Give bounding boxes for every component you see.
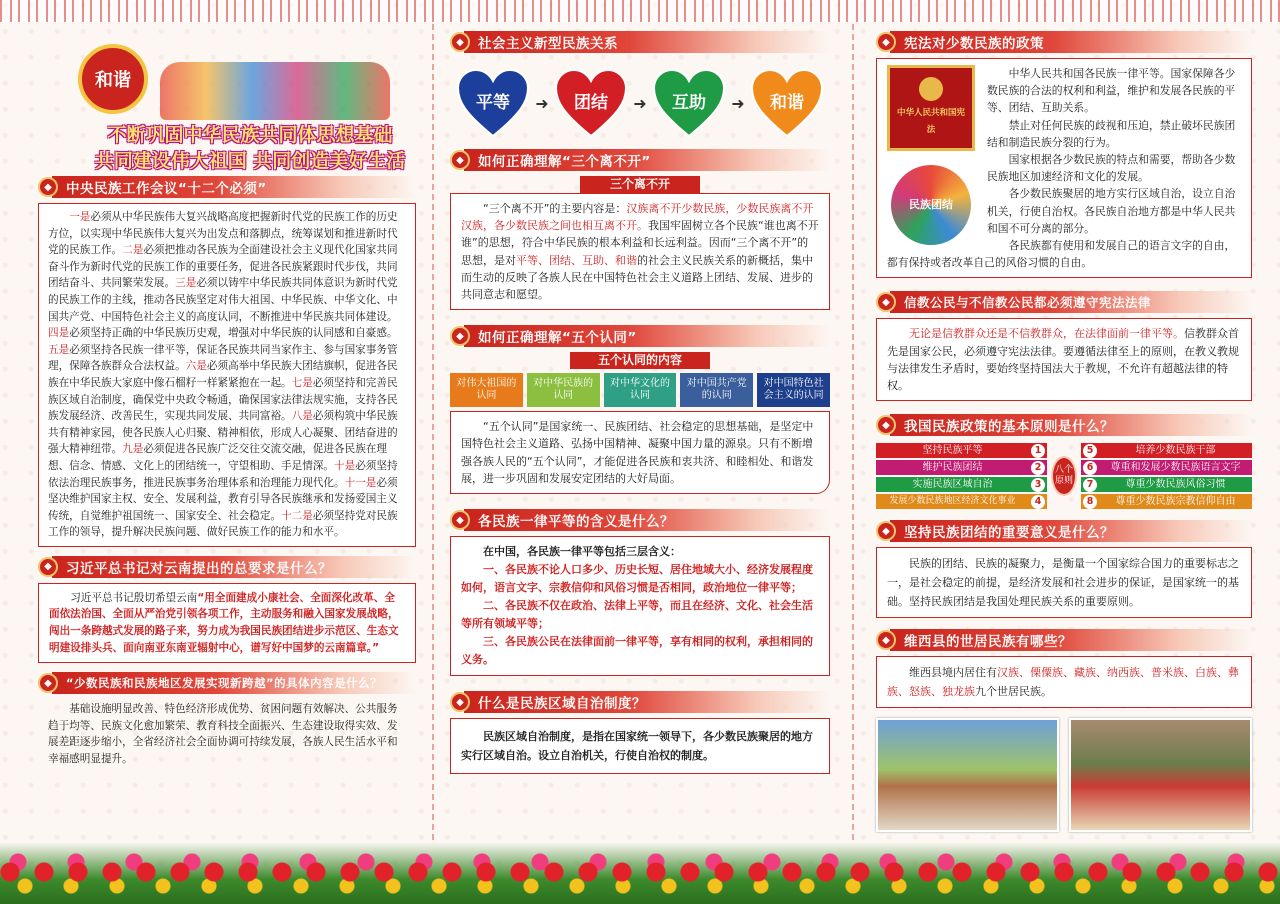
principle-number: 6 [1083,461,1097,475]
constitution-paragraph: 各民族都有使用和发展自己的语言文字的自由，都有保持或者改革自己的风俗习惯的自由。 [887,239,1236,270]
must-number: 八是 [291,410,313,423]
text-body: 民族的团结、民族的凝聚力，是衡量一个国家综合国力的重要标志之一，是社会稳定的前提，是经济发展和社会进步的保证，是国家统一的基础。坚持民族团结是我国处理民族关系的重要原则。 [887,557,1239,609]
principle-number: 4 [1031,495,1045,509]
principle-text: 尊重少数民族宗教信仰自由 [1115,496,1236,508]
ethnic-people-illustration [160,62,390,120]
must-number: 六是 [185,360,207,373]
section-header [38,671,416,695]
section-header [38,555,416,579]
heart-2 [554,68,628,138]
heart-1 [456,68,530,138]
must-text: 必须从中华民族伟大复兴战略高度把握新时代党的民族工作的历史方位，以实现中华民族伟大复兴为出发点和落脚点，统筹谋划和推进新时代党的民族工作。 [48,211,398,257]
hero-banner [38,24,416,172]
must-text: 必须坚持和完善民族区域自治制度，确保党中央政令畅通，确保国家法律法规实施，支持各民族发展经济、改善民生，实现共同发展、共同富裕。 [48,376,398,423]
must-number: 三是 [175,277,197,290]
identity-tile: 对中国共产党的认同 [680,373,753,407]
text-lead: 在中国，各民族一律平等包括三层含义： [483,545,681,559]
heart-label: 团结 [574,92,608,113]
national-emblem-icon [919,77,943,101]
column-divider [852,24,854,844]
text-body: 信教群众首先是国家公民，必须遵守宪法法律。要遵循法律至上的原则，在教义教规与法律发生矛盾时，要始终坚持国法大于教规，不允许有超越法律的特权。 [887,327,1239,393]
heart-label: 互助 [672,92,706,113]
principle-text: 培养少数民族干部 [1135,445,1216,457]
must-number: 十二是 [281,509,313,522]
section-bullet-icon: ◆ [450,326,470,346]
constitution-book-icon [887,65,975,151]
section-bullet-icon: ◆ [450,32,470,52]
identity-tile: 对中华民族的认同 [527,373,600,407]
section-bullet-icon: ◆ [450,692,470,712]
section-header [876,628,1252,652]
column-right [876,24,1252,832]
section-header [876,413,1252,437]
new-leap-content [38,695,416,773]
logo-text: 和谐 [95,70,131,91]
section-title: 我国民族政策的基本原则是什么？ [890,414,1252,436]
heart-relations-row [456,68,824,138]
section-bullet-icon: ◆ [876,521,896,541]
ethnic-dance-photo [876,718,1059,832]
column-middle [450,24,830,774]
principle-text: 发展少数民族地区经济文化事业 [889,496,1016,507]
principle-number: 2 [1031,461,1045,475]
principle-text: 实施民族区域自治 [912,479,993,491]
identity-tile: 对伟大祖国的认同 [450,373,523,407]
must-text: 必须坚持党对民族工作的领导，提升解决民族问题、做好民族工作的能力和水平。 [48,509,398,539]
text-keywords: 平等、团结、互助、和谐 [516,253,637,267]
twelve-musts-box [38,203,416,547]
equality-meaning-box [450,536,830,676]
center-label: 八个原则 [1054,465,1073,487]
must-text: 必须坚持依法治理民族事务，推进民族事务治理体系和治理能力现代化。 [48,459,398,489]
section-header [450,324,830,348]
must-number: 五是 [48,343,70,356]
section-bullet-icon: ◆ [450,510,470,530]
yunnan-requirements-box [38,583,416,663]
flower-border [0,842,1280,904]
must-number: 四是 [48,327,70,340]
five-identities-box [450,411,830,494]
text-tail: 九个世居民族。 [975,685,1052,699]
text-body: “五个认同”是国家统一、民族团结、社会稳定的思想基础，是坚定中国特色社会主义道路、弘扬中国精神、凝聚中国力量的源泉。只有不断增强各族人民的“五个认同”，才能促进各民族和衷共济、和睦相处、和谐发展，进一步巩固和发展安定团结的大好局面。 [461,420,814,485]
must-text: 必须把推动各民族为全面建设社会主义现代化国家共同奋斗作为新时代党的民族工作的重要任务，促进各民族紧跟时代步伐，共同团结奋斗、共同繁荣发展。 [48,244,398,290]
principle-text: 尊重和发展少数民族语言文字 [1110,462,1241,474]
text-lead: “三个离不开”的主要内容是： [483,202,627,215]
principle-text: 坚持民族平等 [922,445,983,457]
must-number: 二是 [122,244,144,257]
equality-item: 三、各民族公民在法律面前一律平等，享有相同的权利，承担相同的义务。 [461,635,813,667]
book-title: 中华人民共和国宪法 [896,107,965,135]
principles-right [1081,443,1252,509]
text-body: 基础设施明显改善、特色经济形成优势、贫困问题有效解决、公共服务趋于均等、民族文化愈加繁荣、教育科技全面振兴、生态建设取得实效、发展差距逐步缩小，全省经济社会全面协调可持续发展，各族人民生活水平和幸福感明显提升。 [48,703,398,766]
must-text: 必须坚决维护国家主权、安全、发展利益，教育引导各民族继承和发扬爱国主义传统，自觉维护祖国统一、国家安全、社会稳定。 [48,476,398,522]
must-text: 必须高举中华民族大团结旗帜，促进各民族在中华民族大家庭中像石榴籽一样紧紧抱在一起。 [48,360,398,389]
must-text: 必须构筑中华民族共有精神家园，使各民族人心归聚、精神相依，形成人心凝聚、团结奋进的强大精神纽带。 [48,410,398,456]
section-title: 如何正确理解“五个认同” [464,325,830,347]
section-title: 习近平总书记对云南提出的总要求是什么？ [52,556,416,578]
constitution-paragraph: 中华人民共和国各民族一律平等。国家保障各少数民族的合法的权利和利益，维护和发展各民族的平等、团结、互助关系。 [987,67,1236,115]
section-title: 坚持民族团结的重要意义是什么？ [890,520,1252,542]
section-bullet-icon: ◆ [876,415,896,435]
principle-row [876,494,1047,509]
section-title: 什么是民族区域自治制度？ [464,691,830,713]
section-title: 信教公民与不信教公民都必须遵守宪法法律 [890,291,1252,313]
regional-autonomy-box [450,718,830,774]
equality-item: 二、各民族不仅在政治、法律上平等，而且在经济、文化、社会生活等所有领域平等； [461,599,813,631]
section-bullet-icon: ◆ [876,630,896,650]
section-title: 维西县的世居民族有哪些？ [890,629,1252,651]
arrow-right-icon: ➜ [731,93,745,113]
section-title: 宪法对少数民族的政策 [890,31,1252,53]
logo-emblem [78,44,148,114]
subtitle-tag: 五个认同的内容 [570,352,710,369]
section-bullet-icon: ◆ [450,150,470,170]
text-lead: 习近平总书记殷切希望云南 [70,591,198,604]
top-pattern-band [0,0,1280,22]
text-body: 民族区域自治制度，是指在国家统一领导下，各少数民族聚居的地方实行区域自治。设立自治机关，行使自治权的制度。 [461,730,813,763]
arrow-right-icon: ➜ [535,93,549,113]
identity-tile: 对中国特色社会主义的认同 [757,373,830,407]
section-header [876,290,1252,314]
slogan-line-1: 不断巩固中华民族共同体思想基础 [107,124,393,146]
text-body: 的社会主义民族关系的新概括，集中而生动的反映了各族人民在中国特色社会主义道路上团结、发展、进步的共同意志和愿望。 [461,253,813,302]
principle-number: 5 [1083,444,1097,458]
section-title: 社会主义新型民族关系 [464,31,830,53]
principle-number: 8 [1083,495,1097,509]
section-title: 如何正确理解“三个离不开” [464,149,830,171]
heart-label: 平等 [476,92,510,113]
heart-3 [652,68,726,138]
text-body: 我国牢固树立各个民族“谁也离不开谁”的思想，符合中华民族的根本利益和长远利益。因而“三个离不开”的思想，是对 [461,219,819,267]
text-highlight: 汉族、傈僳族、藏族、纳西族、普米族、白族、彝族、怒族、独龙族 [887,666,1239,699]
unity-badge-icon [891,165,971,245]
principles-left [876,443,1047,509]
equality-item: 一、各民族不论人口多少、历史长短、居住地域大小、经济发展程度如何，语言文字、宗教信仰和风俗习惯是否相同，政治地位一律平等； [461,563,813,595]
principle-row [876,477,1047,492]
principle-number: 3 [1031,478,1045,492]
eight-principles-diagram [876,443,1252,509]
section-bullet-icon: ◆ [38,673,58,693]
ethnic-festival-photo [1069,718,1252,832]
text-highlight: 汉族离不开少数民族，少数民族离不开汉族，各少数民族之间也相互离不开。 [461,202,814,233]
constitution-paragraph: 各少数民族聚居的地方实行区域自治，设立自治机关，行使自治权。各民族自治地方都是中华人民共和国不可分离的部分。 [987,187,1236,235]
section-title: 中央民族工作会议“十二个必须” [52,176,416,198]
principle-row [1081,460,1252,475]
section-title: “少数民族和民族地区发展实现新跨越”的具体内容是什么？ [52,672,416,694]
section-header [450,690,830,714]
twelve-musts-text [48,209,406,541]
arrow-right-icon: ➜ [633,93,647,113]
subtitle-tag: 三个离不开 [580,176,700,193]
principle-number: 7 [1083,478,1097,492]
constitution-paragraph: 禁止对任何民族的歧视和压迫，禁止破坏民族团结和制造民族分裂的行为。 [987,118,1236,149]
section-header [38,175,416,199]
three-inseparables-box [450,193,830,310]
eight-principles-center [1051,456,1077,496]
section-header [876,30,1252,54]
weixi-ethnic-box [876,656,1252,708]
slogan [60,122,440,174]
must-number: 十是 [334,459,356,472]
section-header [450,30,830,54]
principle-row [1081,443,1252,458]
heart-label: 和谐 [770,92,804,113]
must-number: 九是 [122,443,144,456]
principle-row [1081,494,1252,509]
principle-row [876,460,1047,475]
text-highlight: 无论是信教群众还是不信教群众，在法律面前一律平等。 [909,327,1184,341]
photo-row [876,718,1252,832]
section-bullet-icon: ◆ [38,557,58,577]
must-number: 七是 [291,376,313,389]
badge-text: 民族团结 [909,198,953,212]
must-text: 必须坚持正确的中华民族历史观，增强对中华民族的认同感和自豪感。 [69,327,398,340]
principle-number: 1 [1031,444,1045,458]
text-lead: 维西县境内居住有 [909,666,997,680]
section-header [450,148,830,172]
five-identities-tiles [450,373,830,407]
section-header [450,508,830,532]
constitution-box [876,58,1252,278]
must-text: 必须坚持各民族一律平等，保证各民族共同当家作主、参与国家事务管理，保障各族群众合法权益。 [48,343,398,373]
must-number: 一是 [69,211,91,223]
section-bullet-icon: ◆ [876,292,896,312]
section-title: 各民族一律平等的含义是什么？ [464,509,830,531]
section-bullet-icon: ◆ [876,32,896,52]
principle-row [876,443,1047,458]
constitution-illustration [887,65,979,245]
principle-text: 维护民族团结 [922,462,983,474]
must-text: 必须促进各民族广泛交往交流交融，促进各民族在理想、信念、情感、文化上的团结统一，守望相助、手足情深。 [48,443,387,472]
religion-law-box [876,318,1252,401]
column-left [38,24,416,774]
principle-text: 尊重少数民族风俗习惯 [1125,479,1226,491]
constitution-paragraph: 国家根据各少数民族的特点和需要，帮助各少数民族地区加速经济和文化的发展。 [987,153,1236,184]
must-text: 必须以铸牢中华民族共同体意识为新时代党的民族工作的主线，推动各民族坚定对伟大祖国、中华民族、中华文化、中国共产党、中国特色社会主义的高度认同，不断推进中华民族共同体建设。 [48,277,398,323]
section-bullet-icon: ◆ [38,177,58,197]
identity-tile: 对中华文化的认同 [604,373,677,407]
must-number: 十一是 [344,476,377,489]
section-header [876,519,1252,543]
text-highlight: “用全面建成小康社会、全面深化改革、全面依法治国、全面从严治党引领各项工作，主动服务和融入国家发展战略，闯出一条跨越式发展的路子来，努力成为我国民族团结进步示范区、生态文明建设排头兵、面向南亚东南亚辐射中心，谱写好中国梦的云南篇章。” [49,591,399,654]
heart-4 [750,68,824,138]
principle-row [1081,477,1252,492]
unity-significance-box [876,547,1252,618]
slogan-line-2: 共同建设伟大祖国 共同创造美好生活 [94,150,406,172]
